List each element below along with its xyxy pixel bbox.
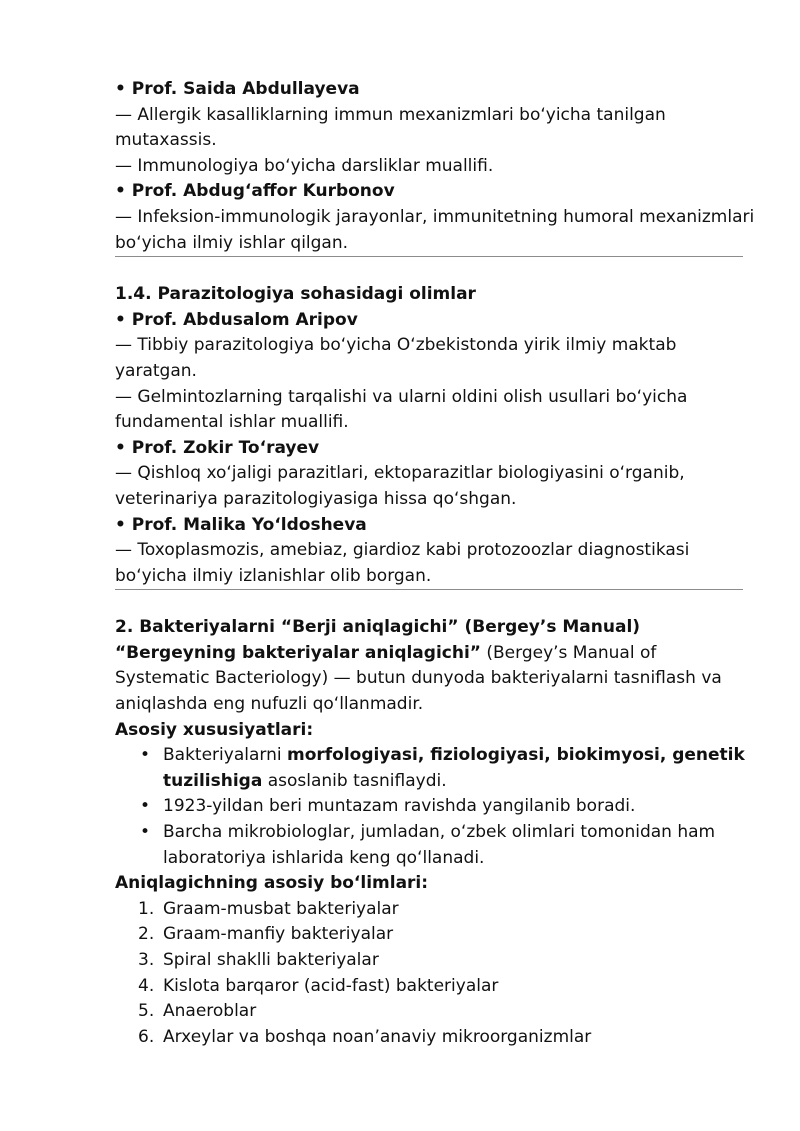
bullet-icon: • (140, 796, 151, 817)
scientist-name: • Prof. Malika Yo‘ldosheva (115, 514, 367, 535)
scientist-description: — Gelmintozlarning tarqalishi va ularni oldini olish usullari bo‘yicha fundamental ishlar muallifi. (115, 386, 688, 433)
intro-text: (Bergey’s Manual of Systematic Bacteriology) — butun dunyoda bakteriyalarni tasniflash va aniqlashda eng nufuzli qo‘llanmadir. (115, 642, 722, 715)
bergey-manual-block (115, 615, 755, 1050)
list-item: • 1923-yildan beri muntazam ravishda yangilanib boradi. (115, 794, 755, 820)
scientist-description: — Allergik kasalliklarning immun mexanizmlari bo‘yicha tanilgan mutaxassis. (115, 104, 666, 151)
parasitology-scientists-block (115, 282, 755, 589)
list-item: 1. Graam-musbat bakteriyalar (138, 898, 399, 919)
document-page (115, 77, 755, 1050)
list-item: 2. Graam-manfiy bakteriyalar (138, 924, 394, 945)
scientist-name: • Prof. Abdusalom Aripov (115, 309, 358, 330)
scientist-description: — Immunologiya bo‘yicha darsliklar muallifi. (115, 155, 494, 176)
list-item: 6. Arxeylar va boshqa noan’anaviy mikroorganizmlar (138, 1026, 592, 1047)
scientist-name: • Prof. Zokir To‘rayev (115, 437, 320, 458)
scientist-description: — Toxoplasmozis, amebiaz, giardioz kabi protozoozlar diagnostikasi bo‘yicha ilmiy izlanishlar olib borgan. (115, 540, 690, 586)
list-item: 3. Spiral shaklli bakteriyalar (138, 950, 379, 970)
section-heading: 1.4. Parazitologiya sohasidagi olimlar (115, 284, 476, 305)
list-item: 4. Kislota barqaror (acid-fast) bakteriyalar (138, 975, 499, 996)
bullet-icon: • (140, 745, 151, 766)
list-item: • Bakteriyalarni morfologiyasi, fiziologiyasi, biokimyosi, genetik tuzilishiga asoslanib tasniflaydi. (140, 745, 745, 791)
scientist-description: — Qishloq xo‘jaligi parazitlari, ektoparazitlar biologiyasini o‘rganib, veterinariya parazitologiyasiga hissa qo‘shgan. (115, 463, 685, 509)
immunology-scientists-block (115, 77, 755, 256)
list-item: 5. Anaeroblar (138, 1001, 257, 1022)
list-item: • Barcha mikrobiologlar, jumladan, o‘zbek olimlari tomonidan ham laboratoriya ishlarida keng qo‘llanadi. (140, 822, 716, 868)
features-heading: Asosiy xususiyatlari: (115, 719, 314, 740)
intro-paragraph (115, 641, 755, 718)
bullet-icon: • (140, 822, 151, 843)
scientist-description: — Tibbiy parazitologiya bo‘yicha O‘zbekistonda yirik ilmiy maktab yaratgan. (115, 335, 677, 381)
section-heading: 2. Bakteriyalarni “Berji aniqlagichi” (Bergey’s Manual) (115, 617, 641, 638)
feature-bold-terms: morfologiyasi, fiziologiyasi, biokimyosi, genetik tuzilishiga (163, 745, 745, 791)
scientist-name: • Prof. Abdug‘affor Kurbonov (115, 181, 395, 202)
features-list (115, 743, 755, 871)
intro-bold-term: “Bergeyning bakteriyalar aniqlagichi” (115, 642, 481, 663)
sections-heading: Aniqlagichning asosiy bo‘limlari: (115, 873, 429, 894)
scientist-name: • Prof. Saida Abdullayeva (115, 79, 360, 99)
sections-list (115, 897, 755, 1051)
scientist-description: — Infeksion-immunologik jarayonlar, immunitetning humoral mexanizmlari bo‘yicha ilmiy ishlar qilgan. (115, 206, 755, 253)
